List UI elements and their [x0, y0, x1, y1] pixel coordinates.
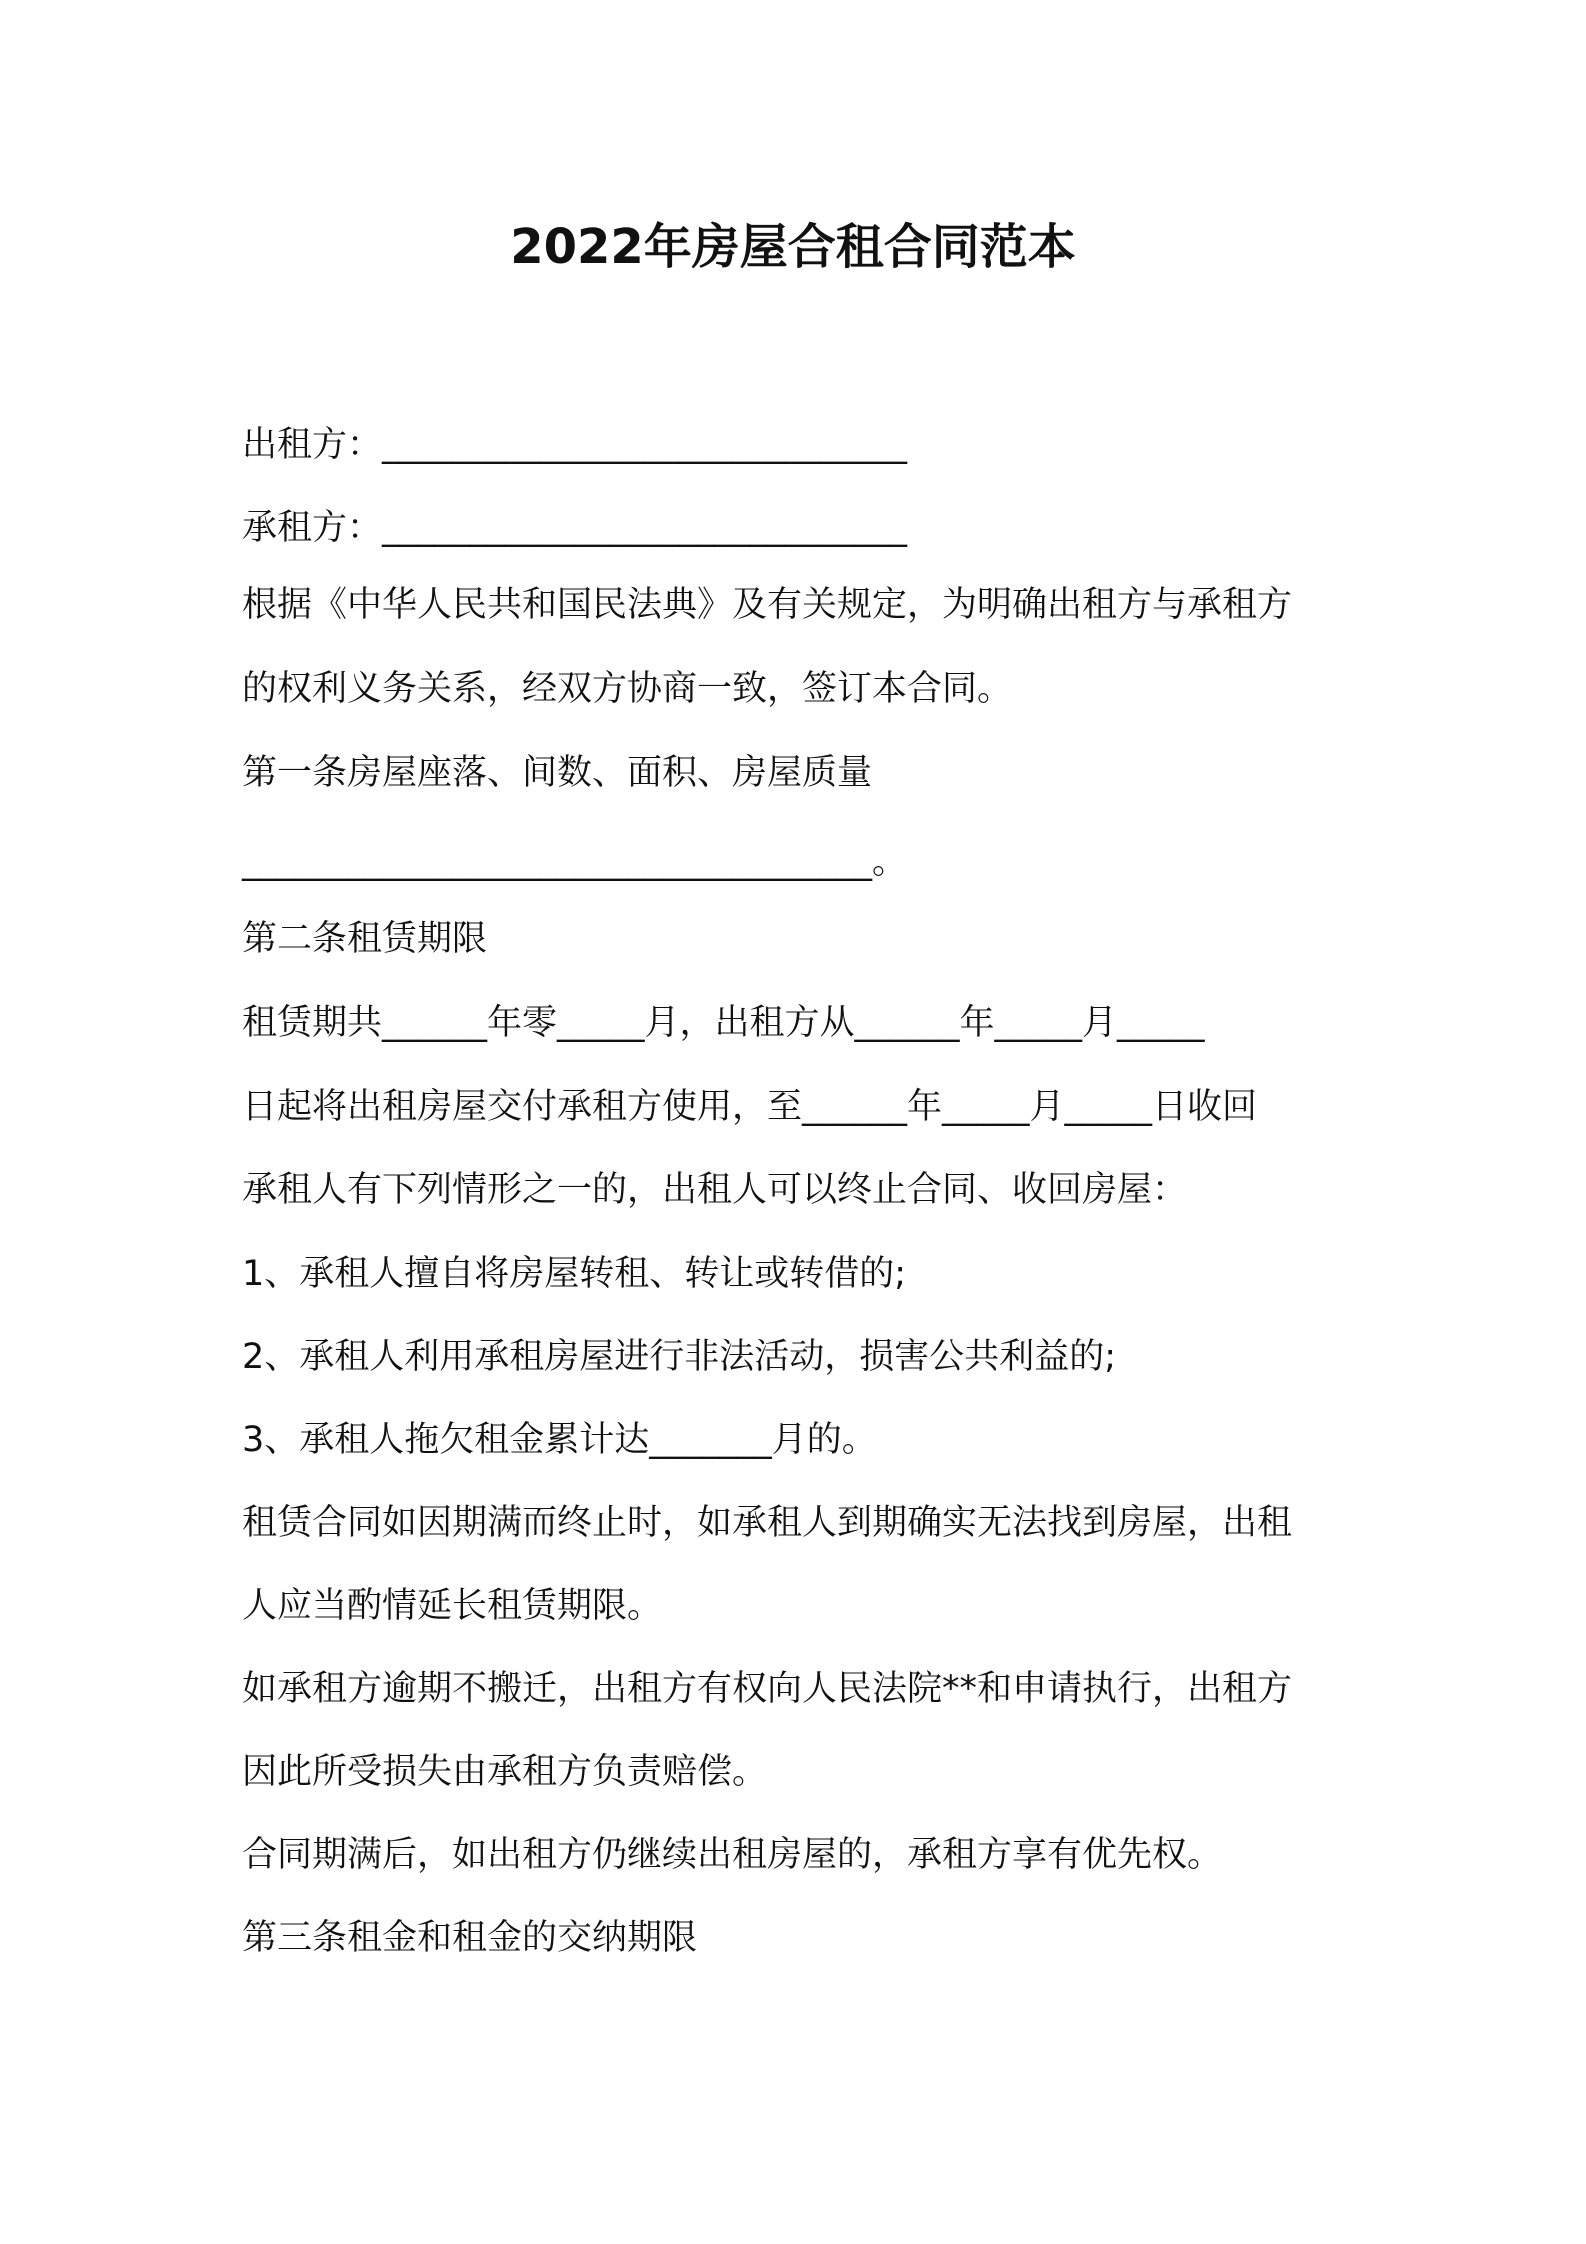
lessee-line: 承租方：______________________________	[242, 508, 908, 548]
article-2-heading: 第二条租赁期限	[242, 919, 488, 959]
termination-item-1: 1、承租人擅自将房屋转租、转让或转借的;	[242, 1254, 907, 1294]
termination-item-2: 2、承租人利用承租房屋进行非法活动，损害公共利益的;	[242, 1337, 1117, 1377]
preamble-line-2: 的权利义务关系，经双方协商一致，签订本合同。	[242, 669, 1013, 709]
preamble-line-1: 根据《中华人民共和国民法典》及有关规定，为明确出租方与承租方	[242, 585, 1293, 625]
article-1-blank-line: ____________________________________。	[242, 842, 908, 882]
overdue-paragraph-line-2: 因此所受损失由承租方负责赔偿。	[242, 1752, 768, 1792]
lessor-line: 出租方：______________________________	[242, 425, 908, 465]
termination-intro-line: 承租人有下列情形之一的，出租人可以终止合同、收回房屋：	[242, 1170, 1188, 1210]
overdue-paragraph-line-1: 如承租方逾期不搬迁，出租方有权向人民法院**和申请执行，出租方	[242, 1669, 1293, 1709]
priority-paragraph: 合同期满后，如出租方仍继续出租房屋的，承租方享有优先权。	[242, 1835, 1223, 1875]
expiry-paragraph-line-1: 租赁合同如因期满而终止时，如承租人到期确实无法找到房屋，出租	[242, 1503, 1293, 1543]
lease-term-line-2: 日起将出租房屋交付承租方使用，至______年_____月_____日收回	[242, 1087, 1258, 1127]
article-1-heading: 第一条房屋座落、间数、面积、房屋质量	[242, 753, 873, 793]
article-3-heading: 第三条租金和租金的交纳期限	[242, 1918, 698, 1958]
expiry-paragraph-line-2: 人应当酌情延长租赁期限。	[242, 1586, 663, 1626]
document-title: 2022年房屋合租合同范本	[510, 219, 1076, 275]
termination-item-3: 3、承租人拖欠租金累计达_______月的。	[242, 1420, 877, 1460]
lease-term-line-1: 租赁期共______年零_____月，出租方从______年_____月_____	[242, 1003, 1205, 1043]
